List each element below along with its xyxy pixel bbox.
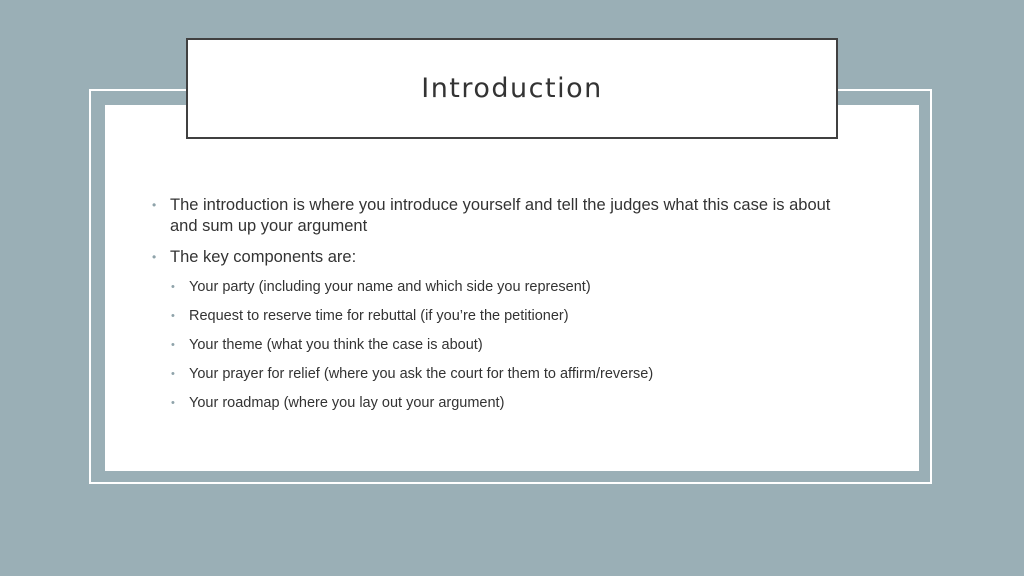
bullet-icon: • <box>171 368 175 380</box>
bullet-list <box>150 195 850 423</box>
sub-bullet-text: Your theme (what you think the case is about) <box>189 337 483 353</box>
bullet-text: The introduction is where you introduce yourself and tell the judges what this case is about and sum up your argument <box>170 196 831 235</box>
bullet-icon: • <box>171 339 175 351</box>
sub-bullet-text: Your prayer for relief (where you ask the court for them to affirm/reverse) <box>189 366 654 382</box>
sub-bullet-item <box>150 307 850 326</box>
bullet-icon: • <box>171 310 175 322</box>
title-box <box>186 38 838 139</box>
sub-bullet-text: Request to reserve time for rebuttal (if you’re the petitioner) <box>189 308 569 324</box>
sub-bullet-item <box>150 336 850 355</box>
sub-bullet-item <box>150 365 850 384</box>
sub-bullet-item <box>150 278 850 297</box>
bullet-icon: • <box>171 281 175 293</box>
bullet-icon: • <box>171 397 175 409</box>
bullet-item <box>150 195 850 237</box>
sub-bullet-text: Your party (including your name and which side you represent) <box>189 279 591 295</box>
bullet-text: The key components are: <box>170 248 357 266</box>
bullet-item <box>150 247 850 268</box>
bullet-icon: • <box>152 198 157 212</box>
sub-bullet-item <box>150 394 850 413</box>
sub-bullet-text: Your roadmap (where you lay out your argument) <box>189 395 505 411</box>
slide-title: Introduction <box>421 73 603 104</box>
bullet-icon: • <box>152 250 157 264</box>
